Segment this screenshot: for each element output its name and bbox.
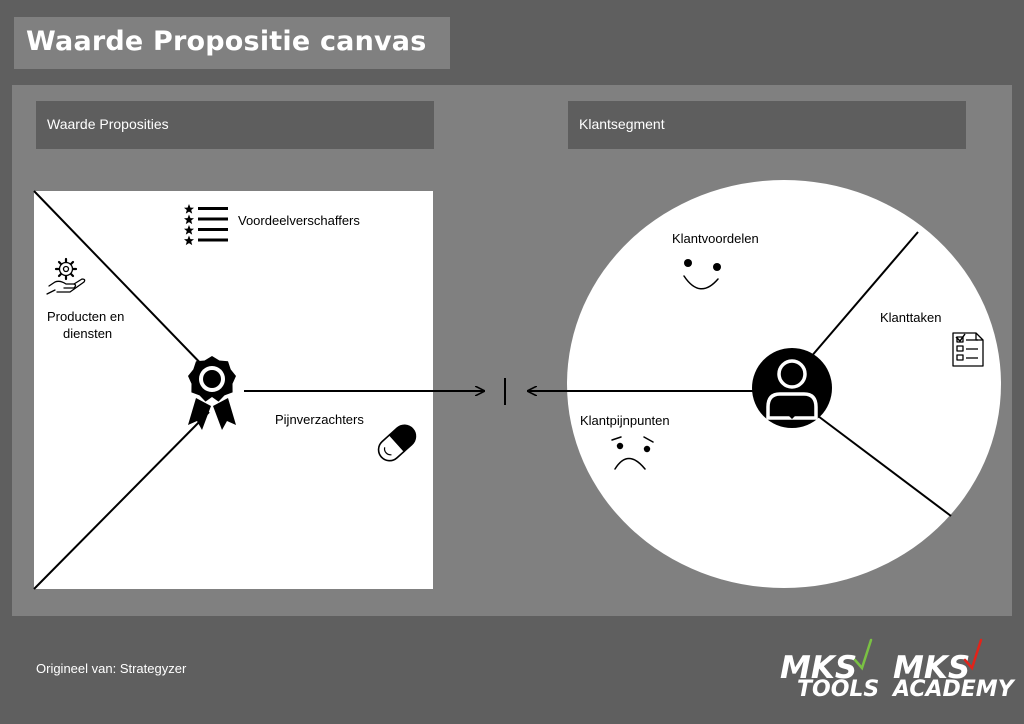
mks-tools-logo-bottom: TOOLS — [797, 677, 880, 702]
products-services-label-line2: diensten — [63, 326, 113, 341]
mks-academy-logo-top: MKS — [893, 650, 971, 686]
products-services-label-line1: Producten en — [47, 309, 125, 324]
customer-segment-header-label: Klantsegment — [579, 116, 665, 132]
gain-creators-label: Voordeelverschaffers — [238, 213, 360, 228]
value-proposition-header-label: Waarde Proposities — [47, 116, 169, 132]
mks-tools-logo — [780, 640, 879, 702]
user-avatar-icon — [752, 348, 832, 428]
page-title: Waarde Propositie canvas — [26, 26, 427, 57]
customer-gains-label: Klantvoordelen — [672, 231, 759, 246]
source-credit: Origineel van: Strategyzer — [36, 661, 187, 676]
customer-pains-label: Klantpijnpunten — [580, 413, 670, 428]
mks-tools-logo-top: MKS — [780, 650, 858, 686]
pain-relievers-label: Pijnverzachters — [275, 412, 364, 427]
mks-academy-logo-bottom: ACADEMY — [893, 677, 1014, 702]
mks-academy-logo — [891, 640, 1016, 702]
customer-jobs-label: Klanttaken — [880, 310, 942, 325]
